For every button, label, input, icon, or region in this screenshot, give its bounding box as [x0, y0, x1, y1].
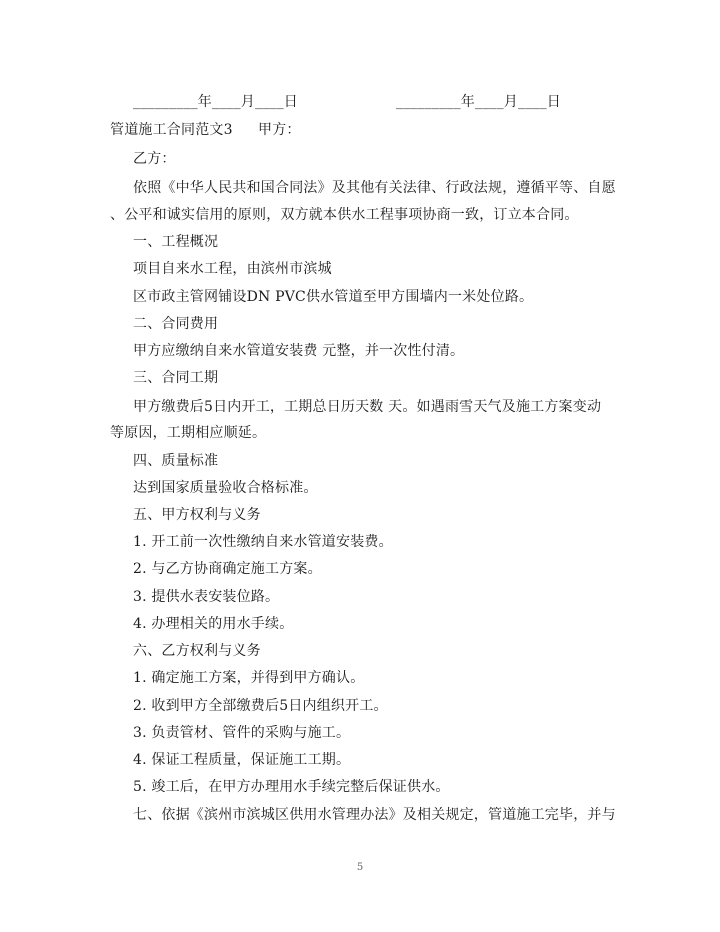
list-item: 2. 收到甲方全部缴费后5日内组织开工。 — [133, 698, 388, 714]
section-6-heading: 六、乙方权利与义务 — [133, 643, 261, 659]
page-number: 5 — [356, 862, 364, 873]
date-line-right: _________年____月____日 — [396, 94, 561, 110]
list-item: 1. 确定施工方案，并得到甲方确认。 — [133, 670, 365, 686]
section-4-line-1: 达到国家质量验收合格标准。 — [133, 480, 318, 496]
list-item: 2. 与乙方协商确定施工方案。 — [133, 561, 322, 577]
section-4-heading: 四、质量标准 — [133, 453, 219, 469]
intro-paragraph-line-1: 依照《中华人民共和国合同法》及其他有关法律、行政法规，遵循平等、自愿 — [133, 180, 616, 196]
list-item: 3. 提供水表安装位路。 — [133, 589, 280, 605]
section-2-line-1: 甲方应缴纳自来水管道安装费 元整，并一次性付清。 — [133, 343, 465, 359]
section-3-line-2: 等原因，工期相应顺延。 — [110, 425, 267, 441]
section-3-heading: 三、合同工期 — [133, 370, 219, 386]
list-item: 4. 保证工程质量，保证施工工期。 — [133, 752, 351, 768]
section-7-line-1: 七、依据《滨州市滨城区供用水管理办法》及相关规定，管道施工完毕，并与 — [133, 807, 616, 823]
section-2-heading: 二、合同费用 — [133, 316, 219, 332]
intro-paragraph-line-2: 、公平和诚实信用的原则，双方就本供水工程事项协商一致，订立本合同。 — [110, 207, 579, 223]
section-1-line-1: 项目自来水工程，由滨州市滨城 — [133, 261, 332, 277]
section-1-heading: 一、工程概况 — [133, 234, 219, 250]
section-3-line-1: 甲方缴费后5日内开工，工期总日历天数 天。如遇雨雪天气及施工方案变动 — [133, 399, 602, 415]
party-a-label: 甲方： — [258, 122, 301, 138]
party-b-label: 乙方： — [133, 151, 176, 167]
date-line-left: _________年____月____日 — [133, 94, 298, 110]
section-1-line-2: 区市政主管网铺设DN PVC供水管道至甲方围墙内一米处位路。 — [133, 289, 534, 305]
document-title: 管道施工合同范文3 — [110, 122, 233, 138]
list-item: 4. 办理相关的用水手续。 — [133, 616, 294, 632]
list-item: 5. 竣工后，在甲方办理用水手续完整后保证供水。 — [133, 779, 450, 795]
list-item: 3. 负责管材、管件的采购与施工。 — [133, 725, 351, 741]
list-item: 1. 开工前一次性缴纳自来水管道安装费。 — [133, 534, 393, 550]
section-5-heading: 五、甲方权利与义务 — [133, 507, 261, 523]
